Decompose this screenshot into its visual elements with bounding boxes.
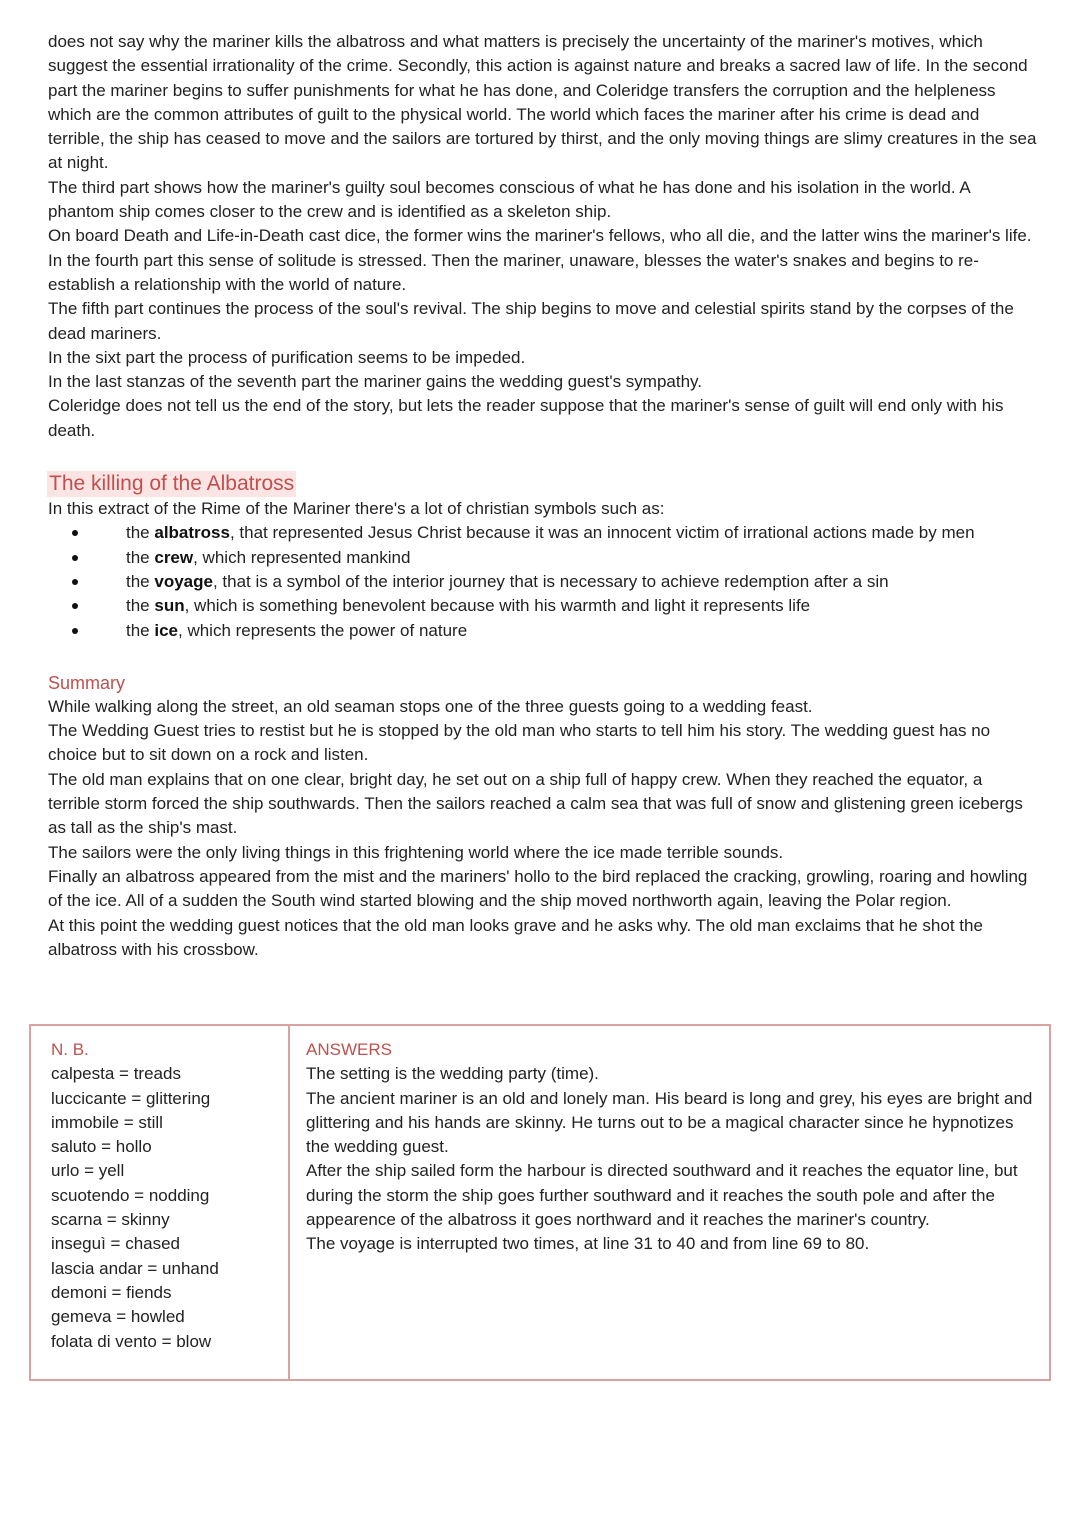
vocab-item: luccicante = glittering [51,1088,211,1108]
paragraph: The fifth part continues the process of the soul's revival. The ship begins to move and celestial spirits stand by the corpses of the dead mariners. [48,299,1014,343]
vocab-item: scuotendo = nodding [51,1185,210,1205]
document-page [48,30,1038,962]
vocab-item: folata di vento = blow [51,1331,212,1351]
answer-item: The ancient mariner is an old and lonely man. His beard is long and grey, his eyes are bright and glittering and his hands are skinny. He turns out to be a magical character since he hypnotizes the wedding guest. [306,1088,1033,1157]
list-item: the voyage, that is a symbol of the interior journey that is necessary to achieve redemption after a sin [48,570,1038,594]
answer-item: The voyage is interrupted two times, at line 31 to 40 and from line 69 to 80. [306,1234,870,1254]
paragraph: In the fourth part this sense of solitude is stressed. Then the mariner, unaware, blesses the water's snakes and begins to re-establish a relationship with the world of nature. [48,250,979,294]
list-item: the albatross, that represented Jesus Christ because it was an innocent victim of irrational actions made by men [48,521,1038,545]
vocabulary-column [31,1026,290,1379]
vocab-item: calpesta = treads [51,1064,181,1084]
paragraph: While walking along the street, an old seaman stops one of the three guests going to a wedding feast. [48,696,813,716]
albatross-intro: In this extract of the Rime of the Mariner there's a lot of christian symbols such as: [48,499,665,519]
list-item: the sun, which is something benevolent because with his warmth and light it represents life [48,594,1038,618]
vocab-item: lascia andar = unhand [51,1258,219,1278]
list-item: the ice, which represents the power of nature [48,619,1038,643]
vocab-item: urlo = yell [51,1161,125,1181]
paragraph: Finally an albatross appeared from the mist and the mariners' hollo to the bird replaced the cracking, growling, roaring and howling of the ice. All of a sudden the South wind started blowing and the ship moved northworth again, leaving the Polar region. [48,866,1028,911]
vocab-item: scarna = skinny [51,1210,170,1230]
section-heading-albatross: The killing of the Albatross [49,472,295,496]
paragraph: At this point the wedding guest notices that the old man looks grave and he asks why. The old man exclaims that he shot the albatross with his crossbow. [48,915,983,959]
paragraph: The Wedding Guest tries to restist but he is stopped by the old man who starts to tell him his story. The wedding guest has no choice but to sit down on a rock and listen. [48,721,991,765]
paragraph: The third part shows how the mariner's guilty soul becomes conscious of what he has done and his isolation in the world. A phantom ship comes closer to the crew and is identified as a skeleton ship. [48,177,970,222]
bullet-icon [72,530,78,536]
answers-title: ANSWERS [306,1040,392,1059]
summary-section [48,671,1038,962]
bullet-icon [72,628,78,634]
vocab-item: gemeva = howled [51,1307,185,1327]
bullet-icon [72,555,78,561]
paragraph: The sailors were the only living things in this frightening world where the ice made terrible sounds. [48,842,784,862]
vocab-item: immobile = still [51,1112,163,1132]
intro-section [48,30,1038,443]
vocab-item: saluto = hollo [51,1137,152,1157]
paragraph: does not say why the mariner kills the albatross and what matters is precisely the uncertainty of the mariner's motives, which suggest the essential irrationality of the crime. Secondly, this action is against nature and breaks a sacred law of life. In the second part the mariner begins to suffer punishments for what he has done, and Coleridge transfers the corruption and the helpleness which are the common attributes of guilt to the physical world. The world which faces the mariner after his crime is dead and terrible, the ship has ceased to move and the sailors are tortured by thirst, and the only moving things are slimy creatures in the sea at night. [48,32,1037,173]
section-heading-summary: Summary [48,672,126,693]
answer-item: The setting is the wedding party (time). [306,1064,599,1084]
bullet-icon [72,579,78,585]
list-item: the crew, which represented mankind [48,546,1038,570]
paragraph: Coleridge does not tell us the end of the story, but lets the reader suppose that the mariner's sense of guilt will end only with his death. [48,396,1004,440]
paragraph: In the last stanzas of the seventh part the mariner gains the wedding guest's sympathy. [48,372,703,392]
symbols-list [48,521,1038,642]
paragraph: The old man explains that on one clear, bright day, he set out on a ship full of happy crew. When they reached the equator, a terrible storm forced the ship southwards. Then the sailors reached a calm sea that was full of snow and glistening green icebergs as tall as the ship's mast. [48,769,1023,838]
answers-column [290,1026,1049,1379]
bullet-icon [72,603,78,609]
albatross-section [48,471,1038,643]
notes-answers-box [29,1024,1051,1381]
answer-item: After the ship sailed form the harbour is directed southward and it reaches the equator line, but during the storm the ship goes further southward and it reaches the south pole and after the appearence of the albatross it goes northward and it reaches the mariner's country. [306,1161,1018,1230]
nb-title: N. B. [51,1040,89,1059]
vocab-item: demoni = fiends [51,1282,172,1302]
paragraph: On board Death and Life-in-Death cast dice, the former wins the mariner's fellows, who all die, and the latter wins the mariner's life. [48,226,1032,246]
vocab-item: inseguì = chased [51,1234,181,1254]
paragraph: In the sixt part the process of purification seems to be impeded. [48,347,526,367]
